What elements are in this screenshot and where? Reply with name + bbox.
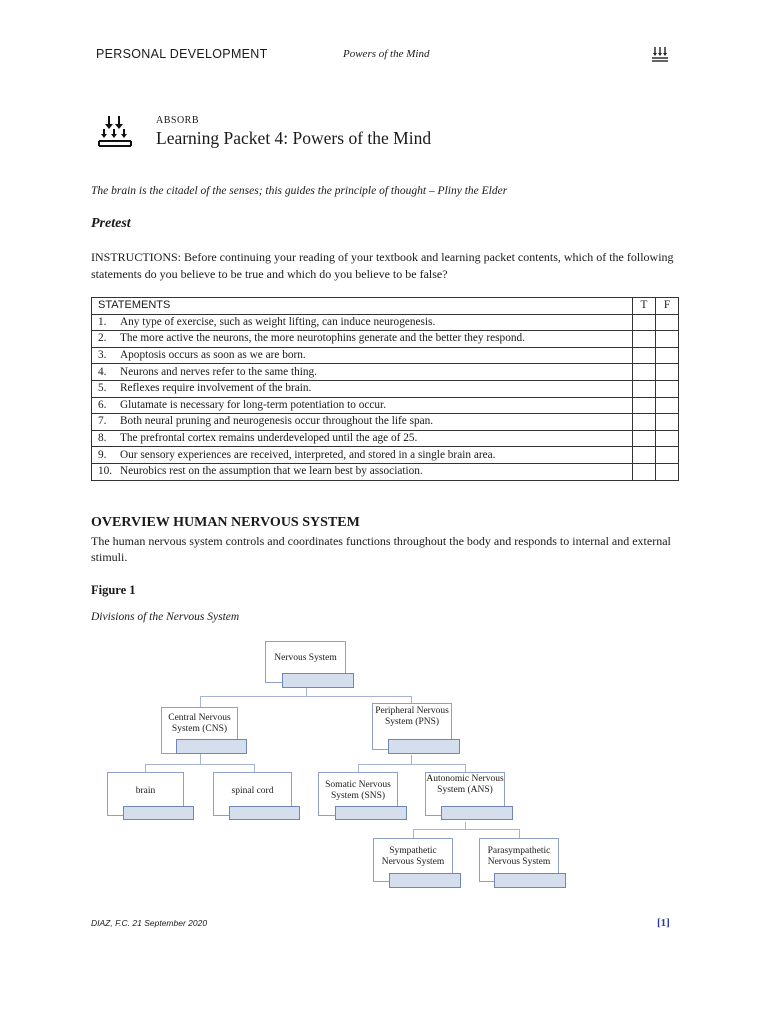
statement-cell (92, 331, 633, 348)
node-label: brain (135, 786, 156, 796)
header-true: T (633, 298, 656, 315)
figure-label: Figure 1 (91, 583, 136, 597)
false-checkbox-cell[interactable] (656, 463, 679, 480)
statements-table (91, 297, 679, 481)
true-checkbox-cell[interactable] (633, 397, 656, 414)
statement-number: 6. (98, 398, 107, 411)
true-checkbox-cell[interactable] (633, 447, 656, 464)
statement-number: 9. (98, 448, 107, 461)
connector-line (465, 764, 466, 772)
statement-cell (92, 414, 633, 431)
running-header-title: PERSONAL DEVELOPMENT (96, 47, 268, 61)
page-title: Learning Packet 4: Powers of the Mind (156, 128, 432, 148)
statement-cell (92, 430, 633, 447)
table-row (92, 347, 679, 364)
statement-cell (92, 380, 633, 397)
running-header-subtitle: Powers of the Mind (343, 48, 430, 60)
pretest-instructions: INSTRUCTIONS: Before continuing your reading of your textbook and learning packet contents, which of the following statements do you believe to be true and which do you believe to be false? (91, 250, 674, 281)
overview-heading: OVERVIEW HUMAN NERVOUS SYSTEM (91, 515, 360, 530)
statement-cell (92, 447, 633, 464)
header-statements: STATEMENTS (92, 298, 633, 315)
statement-text: Apoptosis occurs as soon as we are born. (120, 349, 306, 362)
false-checkbox-cell[interactable] (656, 397, 679, 414)
connector-line (145, 764, 254, 765)
footer-author-date: DIAZ, F.C. 21 September 2020 (91, 918, 208, 928)
statement-number: 1. (98, 315, 107, 328)
statement-text: Neurobics rest on the assumption that we learn best by association. (120, 465, 423, 478)
connector-line (358, 764, 465, 765)
connector-line (200, 696, 201, 707)
node-label: Nervous System (274, 653, 337, 663)
packet-kicker: ABSORB (156, 115, 200, 126)
statement-text: The prefrontal cortex remains underdeveloped until the age of 25. (120, 432, 418, 445)
statement-number: 5. (98, 382, 107, 395)
node-label: Peripheral Nervous System (PNS) (375, 706, 449, 727)
table-row (92, 314, 679, 331)
statement-cell (92, 463, 633, 480)
statement-text: Any type of exercise, such as weight lifting, can induce neurogenesis. (120, 315, 436, 328)
statement-text: Our sensory experiences are received, interpreted, and stored in a single brain area. (120, 448, 496, 461)
table-row (92, 364, 679, 381)
false-checkbox-cell[interactable] (656, 380, 679, 397)
node-label: spinal cord (231, 786, 274, 796)
statement-number: 8. (98, 432, 107, 445)
table-row (92, 430, 679, 447)
statement-number: 7. (98, 415, 107, 428)
true-checkbox-cell[interactable] (633, 414, 656, 431)
statement-number: 4. (98, 365, 107, 378)
table-row (92, 380, 679, 397)
node-label: Central Nervous System (CNS) (168, 713, 231, 734)
false-checkbox-cell[interactable] (656, 447, 679, 464)
statement-text: Reflexes require involvement of the brain. (120, 382, 312, 395)
node-label: Parasympathetic Nervous System (487, 846, 551, 867)
true-checkbox-cell[interactable] (633, 347, 656, 364)
false-checkbox-cell[interactable] (656, 314, 679, 331)
false-checkbox-cell[interactable] (656, 347, 679, 364)
absorb-arrows-icon (650, 44, 670, 69)
connector-line (519, 829, 520, 838)
node-label: Autonomic Nervous System (ANS) (426, 774, 504, 795)
true-checkbox-cell[interactable] (633, 380, 656, 397)
true-checkbox-cell[interactable] (633, 314, 656, 331)
header-false: F (656, 298, 679, 315)
absorb-arrows-icon-large (98, 114, 132, 155)
node-answer-field[interactable] (441, 806, 513, 820)
node-answer-field[interactable] (282, 673, 354, 688)
statement-number: 10. (98, 465, 113, 478)
connector-line (145, 764, 146, 772)
connector-line (413, 829, 414, 838)
node-answer-field[interactable] (229, 806, 300, 820)
false-checkbox-cell[interactable] (656, 364, 679, 381)
statement-cell (92, 397, 633, 414)
true-checkbox-cell[interactable] (633, 331, 656, 348)
connector-line (254, 764, 255, 772)
true-checkbox-cell[interactable] (633, 364, 656, 381)
true-checkbox-cell[interactable] (633, 430, 656, 447)
table-row (92, 447, 679, 464)
node-answer-field[interactable] (335, 806, 407, 820)
connector-line (200, 696, 412, 697)
connector-line (465, 822, 466, 829)
statement-text: Neurons and nerves refer to the same thing. (120, 365, 318, 378)
statement-number: 2. (98, 332, 107, 345)
connector-line (358, 764, 359, 772)
node-answer-field[interactable] (389, 873, 461, 888)
true-checkbox-cell[interactable] (633, 463, 656, 480)
node-answer-field[interactable] (176, 739, 247, 754)
false-checkbox-cell[interactable] (656, 430, 679, 447)
statement-text: Glutamate is necessary for long-term potentiation to occur. (120, 398, 387, 411)
table-row (92, 397, 679, 414)
connector-line (413, 829, 519, 830)
figure-caption: Divisions of the Nervous System (91, 611, 240, 623)
overview-text: The human nervous system controls and coordinates functions throughout the body and responds to internal and external stimuli. (91, 534, 671, 564)
page-number: [1] (657, 917, 670, 929)
statement-text: The more active the neurons, the more neurotophins generate and the better they respond. (120, 332, 525, 345)
statement-cell (92, 364, 633, 381)
node-label: Sympathetic Nervous System (381, 846, 445, 867)
connector-line (200, 754, 201, 764)
statement-cell (92, 314, 633, 331)
node-answer-field[interactable] (494, 873, 566, 888)
table-row (92, 414, 679, 431)
statement-cell (92, 347, 633, 364)
table-row (92, 463, 679, 480)
epigraph-quote: The brain is the citadel of the senses; this guides the principle of thought – Pliny the Elder (91, 185, 508, 197)
false-checkbox-cell[interactable] (656, 331, 679, 348)
pretest-heading: Pretest (91, 216, 131, 231)
node-answer-field[interactable] (388, 739, 460, 754)
connector-line (411, 755, 412, 764)
connector-line (411, 696, 412, 703)
table-row (92, 331, 679, 348)
table-header-row (92, 298, 679, 315)
statement-text: Both neural pruning and neurogenesis occur throughout the life span. (120, 415, 434, 428)
statement-number: 3. (98, 349, 107, 362)
node-answer-field[interactable] (123, 806, 194, 820)
false-checkbox-cell[interactable] (656, 414, 679, 431)
node-label: Somatic Nervous System (SNS) (325, 780, 391, 801)
